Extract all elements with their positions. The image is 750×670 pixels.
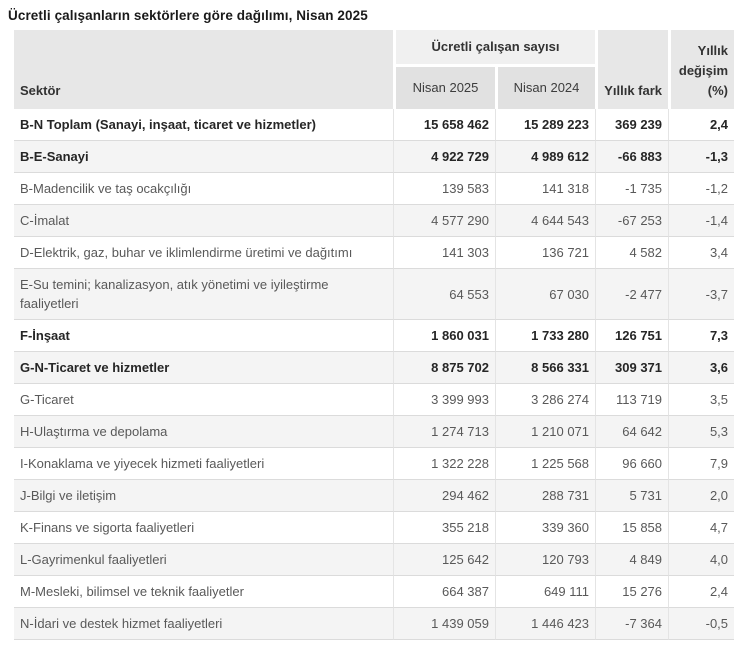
pct-cell: 7,9 [668, 448, 734, 480]
column-header-apr-2024: Nisan 2024 [495, 67, 595, 109]
apr2024-cell: 339 360 [495, 512, 595, 544]
pct-cell: 5,3 [668, 416, 734, 448]
apr2025-cell: 8 875 702 [393, 352, 495, 384]
row-c-imalat [14, 205, 734, 237]
pct-cell: -1,3 [668, 141, 734, 173]
sector-cell: E-Su temini; kanalizasyon, atık yönetimi ve iyileştirme faaliyetleri [14, 269, 393, 320]
apr2024-cell: 67 030 [495, 269, 595, 320]
apr2024-cell: 141 318 [495, 173, 595, 205]
apr2024-cell: 288 731 [495, 480, 595, 512]
apr2024-cell: 1 225 568 [495, 448, 595, 480]
column-group-header-employee-count: Ücretli çalışan sayısı [393, 30, 595, 67]
column-header-annual-difference: Yıllık fark [595, 30, 668, 109]
sector-distribution-table [14, 30, 734, 640]
pct-cell: 4,0 [668, 544, 734, 576]
sector-cell: D-Elektrik, gaz, buhar ve iklimlendirme üretimi ve dağıtımı [14, 237, 393, 269]
apr2025-cell: 355 218 [393, 512, 495, 544]
row-j-bilgi-iletisim [14, 480, 734, 512]
diff-cell: 369 239 [595, 109, 668, 141]
column-header-sector: Sektör [14, 30, 393, 109]
sector-cell: B-Madencilik ve taş ocakçılığı [14, 173, 393, 205]
diff-cell: 5 731 [595, 480, 668, 512]
row-n-idari [14, 608, 734, 640]
apr2024-cell: 649 111 [495, 576, 595, 608]
diff-cell: 15 858 [595, 512, 668, 544]
row-e-su-temini [14, 269, 734, 320]
diff-cell: 15 276 [595, 576, 668, 608]
diff-cell: 64 642 [595, 416, 668, 448]
diff-cell: -1 735 [595, 173, 668, 205]
sector-cell: J-Bilgi ve iletişim [14, 480, 393, 512]
page-title: Ücretli çalışanların sektörlere göre dağılımı, Nisan 2025 [8, 8, 368, 23]
sector-cell: K-Finans ve sigorta faaliyetleri [14, 512, 393, 544]
apr2025-cell: 64 553 [393, 269, 495, 320]
apr2025-cell: 1 322 228 [393, 448, 495, 480]
diff-cell: -66 883 [595, 141, 668, 173]
apr2025-cell: 125 642 [393, 544, 495, 576]
diff-cell: -2 477 [595, 269, 668, 320]
apr2024-cell: 15 289 223 [495, 109, 595, 141]
sector-cell: F-İnşaat [14, 320, 393, 352]
diff-cell: 126 751 [595, 320, 668, 352]
apr2024-cell: 4 644 543 [495, 205, 595, 237]
apr2025-cell: 15 658 462 [393, 109, 495, 141]
column-header-apr-2025: Nisan 2025 [393, 67, 495, 109]
diff-cell: -7 364 [595, 608, 668, 640]
row-be-sanayi [14, 141, 734, 173]
pct-cell: 3,5 [668, 384, 734, 416]
diff-cell: 113 719 [595, 384, 668, 416]
diff-cell: -67 253 [595, 205, 668, 237]
pct-cell: 2,4 [668, 109, 734, 141]
pct-cell: 3,6 [668, 352, 734, 384]
pct-cell: -0,5 [668, 608, 734, 640]
sector-cell: N-İdari ve destek hizmet faaliyetleri [14, 608, 393, 640]
sector-cell: G-Ticaret [14, 384, 393, 416]
apr2025-cell: 141 303 [393, 237, 495, 269]
apr2025-cell: 1 860 031 [393, 320, 495, 352]
apr2024-cell: 136 721 [495, 237, 595, 269]
apr2025-cell: 4 577 290 [393, 205, 495, 237]
row-b-madencilik [14, 173, 734, 205]
apr2024-cell: 1 210 071 [495, 416, 595, 448]
pct-cell: 2,4 [668, 576, 734, 608]
row-f-insaat [14, 320, 734, 352]
row-bn-toplam [14, 109, 734, 141]
header-row-group [14, 30, 734, 67]
pct-cell: 3,4 [668, 237, 734, 269]
apr2025-cell: 3 399 993 [393, 384, 495, 416]
row-k-finans [14, 512, 734, 544]
column-header-annual-change-pct: Yıllık değişim (%) [668, 30, 734, 109]
apr2024-cell: 1 446 423 [495, 608, 595, 640]
row-i-konaklama [14, 448, 734, 480]
apr2025-cell: 1 274 713 [393, 416, 495, 448]
pct-cell: -1,2 [668, 173, 734, 205]
apr2025-cell: 4 922 729 [393, 141, 495, 173]
apr2024-cell: 3 286 274 [495, 384, 595, 416]
sector-cell: C-İmalat [14, 205, 393, 237]
pct-cell: -1,4 [668, 205, 734, 237]
sector-cell: H-Ulaştırma ve depolama [14, 416, 393, 448]
sector-cell: I-Konaklama ve yiyecek hizmeti faaliyetleri [14, 448, 393, 480]
diff-cell: 309 371 [595, 352, 668, 384]
pct-cell: -3,7 [668, 269, 734, 320]
table-body [14, 109, 734, 640]
diff-cell: 4 849 [595, 544, 668, 576]
diff-cell: 4 582 [595, 237, 668, 269]
pct-cell: 2,0 [668, 480, 734, 512]
row-m-mesleki [14, 576, 734, 608]
row-gn-ticaret-hizmetler [14, 352, 734, 384]
apr2024-cell: 8 566 331 [495, 352, 595, 384]
row-g-ticaret [14, 384, 734, 416]
row-h-ulastirma [14, 416, 734, 448]
sector-cell: L-Gayrimenkul faaliyetleri [14, 544, 393, 576]
apr2024-cell: 120 793 [495, 544, 595, 576]
apr2025-cell: 139 583 [393, 173, 495, 205]
pct-cell: 4,7 [668, 512, 734, 544]
sector-cell: B-E-Sanayi [14, 141, 393, 173]
apr2025-cell: 1 439 059 [393, 608, 495, 640]
apr2024-cell: 4 989 612 [495, 141, 595, 173]
row-d-elektrik [14, 237, 734, 269]
sector-cell: B-N Toplam (Sanayi, inşaat, ticaret ve hizmetler) [14, 109, 393, 141]
row-l-gayrimenkul [14, 544, 734, 576]
apr2025-cell: 294 462 [393, 480, 495, 512]
pct-cell: 7,3 [668, 320, 734, 352]
table-header [14, 30, 734, 109]
apr2025-cell: 664 387 [393, 576, 495, 608]
apr2024-cell: 1 733 280 [495, 320, 595, 352]
sector-cell: G-N-Ticaret ve hizmetler [14, 352, 393, 384]
sector-cell: M-Mesleki, bilimsel ve teknik faaliyetler [14, 576, 393, 608]
diff-cell: 96 660 [595, 448, 668, 480]
